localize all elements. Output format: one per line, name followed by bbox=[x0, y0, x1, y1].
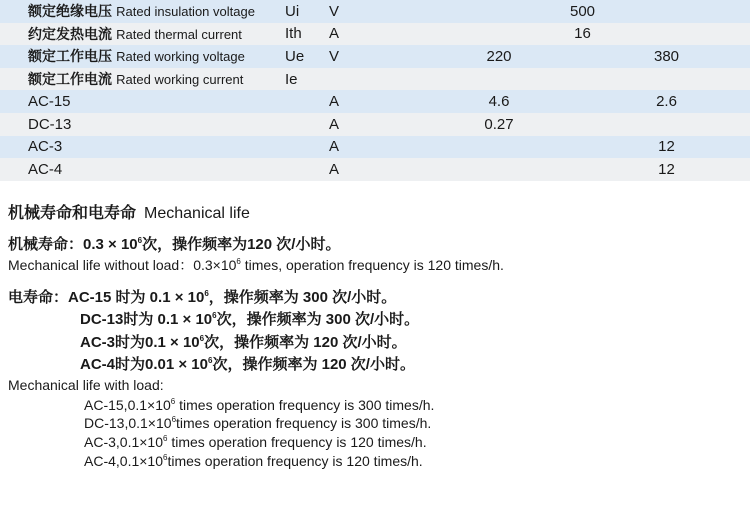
elec-life-zh-line: DC-13时为 $0.1 \times 10^6$次，操作频率为 300 次/小时。 bbox=[80, 311, 420, 328]
row-value-2: 2.6 bbox=[583, 90, 750, 113]
row-unit: A bbox=[329, 136, 415, 159]
row-unit: A bbox=[329, 23, 415, 46]
row-value-1: 0.27 bbox=[415, 113, 583, 136]
row-symbol: Ie bbox=[285, 68, 329, 91]
row-label: AC-4 bbox=[0, 158, 285, 181]
elec-life-zh-line: 电寿命：AC-15 时为 $0.1 \times 10^6$，操作频率为 300 次/小时。 bbox=[8, 289, 397, 306]
row-value-2: 12 bbox=[583, 158, 750, 181]
row-value-merged: 500 bbox=[415, 0, 750, 23]
row-value-1: 4.6 bbox=[415, 90, 583, 113]
row-value-2 bbox=[583, 113, 750, 136]
row-value-1 bbox=[415, 136, 583, 159]
table-row bbox=[0, 113, 750, 136]
row-value-1 bbox=[415, 158, 583, 181]
table-row bbox=[0, 136, 750, 159]
table-row bbox=[0, 0, 750, 23]
row-symbol bbox=[285, 158, 329, 181]
elec-life-zh-line: AC-3时为$0.1 \times 10^6$次，操作频率为 120 次/小时。 bbox=[80, 334, 407, 351]
row-unit: V bbox=[329, 45, 415, 68]
row-value-2 bbox=[583, 68, 750, 91]
elec-life-en-title: Mechanical life with load: bbox=[8, 377, 164, 393]
table-row bbox=[0, 45, 750, 68]
table-row bbox=[0, 90, 750, 113]
row-label: AC-3 bbox=[0, 136, 285, 159]
row-unit: A bbox=[329, 158, 415, 181]
table-row bbox=[0, 158, 750, 181]
elec-life-en-line: $DC-13,0.1\times 10^6times$ operation frequency is 300 times/h. bbox=[84, 415, 432, 431]
row-label: 额定工作电压 Rated working voltage bbox=[0, 45, 285, 68]
row-value-1: 220 bbox=[415, 45, 583, 68]
row-unit: V bbox=[329, 0, 415, 23]
elec-life-en-line: $AC-4,0.1\times 10^6times$ operation frequency is 120 times/h. bbox=[84, 453, 423, 469]
row-value-2: 12 bbox=[583, 136, 750, 159]
row-label: 额定工作电流 Rated working current bbox=[0, 68, 285, 91]
row-label: AC-15 bbox=[0, 90, 285, 113]
row-symbol bbox=[285, 136, 329, 159]
row-label: 额定绝缘电压 Rated insulation voltage bbox=[0, 0, 285, 23]
elec-life-en-line: $AC-15,0.1\times 10^6$ times operation frequency is 300 times/h. bbox=[84, 397, 435, 413]
row-symbol bbox=[285, 113, 329, 136]
row-unit bbox=[329, 68, 415, 91]
row-value-2: 380 bbox=[583, 45, 750, 68]
row-value-merged: 16 bbox=[415, 23, 750, 46]
row-unit: A bbox=[329, 90, 415, 113]
table-row bbox=[0, 68, 750, 91]
elec-life-en-line: $AC-3,0.1\times 10^6$ times operation frequency is 120 times/h. bbox=[84, 434, 427, 450]
row-unit: A bbox=[329, 113, 415, 136]
elec-life-zh-line: AC-4时为$0.01 \times 10^6$次，操作频率为 120 次/小时。 bbox=[80, 356, 415, 373]
spec-table bbox=[0, 0, 750, 181]
section-title-en: Mechanical life bbox=[144, 205, 250, 222]
mech-life-en: Mechanical life without load：$0.3\times 10^6$ times, operation frequency is 120 times/h. bbox=[8, 257, 504, 273]
section-title-zh: 机械寿命和电寿命 bbox=[8, 205, 137, 222]
table-row bbox=[0, 23, 750, 46]
row-value-1 bbox=[415, 68, 583, 91]
row-symbol bbox=[285, 90, 329, 113]
row-label: 约定发热电流 Rated thermal current bbox=[0, 23, 285, 46]
mech-life-zh: 机械寿命：$0.3 \times 10^6$次，操作频率为120 次/小时。 bbox=[8, 236, 341, 253]
row-symbol: Ui bbox=[285, 0, 329, 23]
row-symbol: Ith bbox=[285, 23, 329, 46]
section-title bbox=[8, 200, 250, 223]
row-label: DC-13 bbox=[0, 113, 285, 136]
row-symbol: Ue bbox=[285, 45, 329, 68]
